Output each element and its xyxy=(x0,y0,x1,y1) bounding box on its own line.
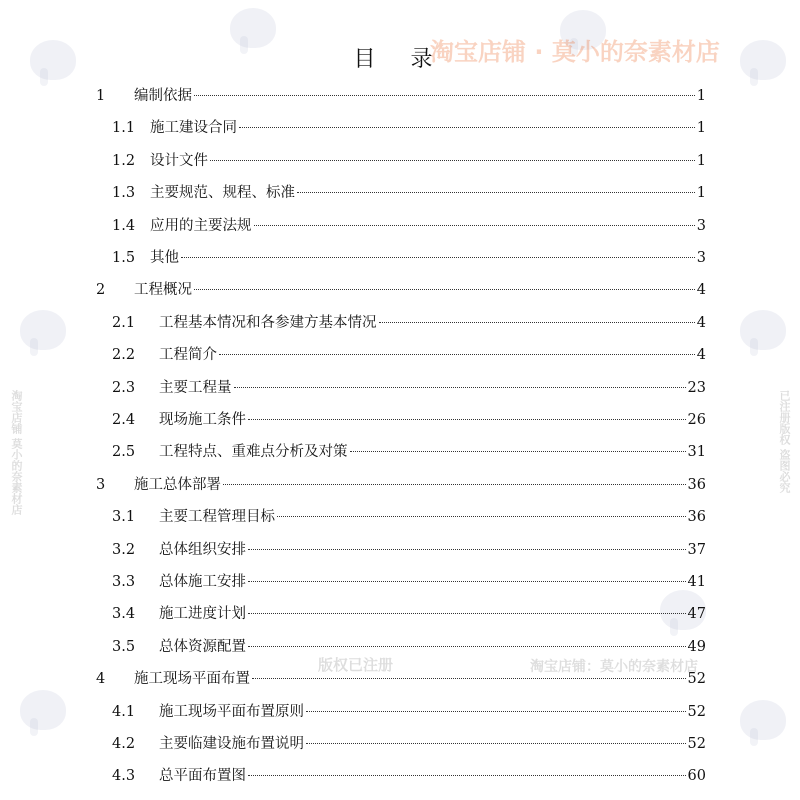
toc-entry[interactable] xyxy=(112,343,706,365)
toc-entry-title: 施工总体部署 xyxy=(134,476,221,493)
toc-entry[interactable] xyxy=(112,505,706,527)
toc-leader-dots xyxy=(306,743,686,744)
elephant-watermark-icon xyxy=(20,310,66,350)
toc-entry-page: 47 xyxy=(687,606,706,623)
toc-leader-dots xyxy=(223,484,686,485)
toc-leader-dots xyxy=(277,516,686,517)
toc-entry-title: 工程简介 xyxy=(159,347,217,364)
toc-entry[interactable] xyxy=(112,311,706,333)
toc-entry-page: 4 xyxy=(696,347,706,364)
toc-entry-number: 3.1 xyxy=(112,509,136,526)
toc-leader-dots xyxy=(239,127,695,128)
toc-leader-dots xyxy=(248,419,686,420)
toc-entry-number: 1.1 xyxy=(112,120,136,137)
toc-entry[interactable] xyxy=(96,473,706,495)
toc-entry-page: 52 xyxy=(687,671,706,688)
toc-entry-number: 3.4 xyxy=(112,606,136,623)
toc-entry-number: 2.2 xyxy=(112,347,136,364)
toc-title: 目 录 xyxy=(353,47,447,72)
toc-entry-title: 总体施工安排 xyxy=(159,574,246,590)
toc-entry-number: 2.4 xyxy=(112,412,136,428)
toc-entry-page: 4 xyxy=(696,282,706,299)
toc-entry[interactable] xyxy=(112,408,706,430)
toc-leader-dots xyxy=(194,289,695,290)
toc-leader-dots xyxy=(194,95,695,96)
toc-entry-page: 41 xyxy=(687,574,706,590)
toc-entry-page: 52 xyxy=(687,736,706,752)
toc-entry[interactable] xyxy=(112,764,706,786)
toc-entry[interactable] xyxy=(96,84,706,106)
toc-entry-number: 2.3 xyxy=(112,379,136,396)
toc-entry-number: 1.3 xyxy=(112,185,136,202)
right-vertical-watermark: 已注册版权 盗图必究 xyxy=(778,390,791,493)
toc-entry-page: 3 xyxy=(696,217,706,234)
toc-leader-dots xyxy=(210,160,695,161)
toc-entry-number: 3.3 xyxy=(112,574,136,590)
toc-entry-title: 设计文件 xyxy=(150,152,208,169)
toc-entry-page: 60 xyxy=(687,768,706,785)
toc-entry-title: 主要规范、规程、标准 xyxy=(150,185,295,202)
elephant-watermark-icon xyxy=(740,700,786,740)
toc-leader-dots xyxy=(181,257,695,258)
toc-entry[interactable] xyxy=(112,635,706,657)
toc-entry-page: 1 xyxy=(696,185,706,202)
toc-entry-page: 3 xyxy=(696,250,706,266)
toc-entry-page: 1 xyxy=(696,120,706,137)
elephant-watermark-icon xyxy=(20,690,66,730)
toc-entry-title: 施工现场平面布置原则 xyxy=(159,703,304,720)
toc-entry[interactable] xyxy=(112,538,706,560)
toc-entry[interactable] xyxy=(112,732,706,754)
toc-entry-number: 1.4 xyxy=(112,217,136,234)
toc-entry-number: 3 xyxy=(96,476,106,493)
toc-entry-title: 主要临建设施布置说明 xyxy=(159,736,304,752)
toc-entry-number: 2.5 xyxy=(112,444,136,461)
toc-entry[interactable] xyxy=(96,278,706,300)
toc-leader-dots xyxy=(219,354,695,355)
shop-watermark: 淘宝店铺 · 莫小的奈素材店 xyxy=(430,38,720,66)
toc-entry[interactable] xyxy=(112,246,706,268)
toc-entry-page: 52 xyxy=(687,703,706,720)
toc-leader-dots xyxy=(350,451,686,452)
toc-entry-page: 36 xyxy=(687,476,706,493)
toc-leader-dots xyxy=(306,711,686,712)
toc-entry-title: 总平面布置图 xyxy=(159,768,246,785)
toc-entry-title: 其他 xyxy=(150,250,179,266)
copyright-watermark: 版权已注册 xyxy=(318,656,394,674)
toc-entry-page: 4 xyxy=(696,314,706,331)
toc-entry-number: 1.5 xyxy=(112,250,136,266)
toc-entry-title: 编制依据 xyxy=(134,88,192,104)
toc-entry[interactable] xyxy=(96,667,706,689)
toc-entry[interactable] xyxy=(112,116,706,138)
toc-entry-title: 总体资源配置 xyxy=(159,638,246,655)
toc-leader-dots xyxy=(248,775,686,776)
toc-leader-dots xyxy=(248,613,686,614)
toc-entry-title: 主要工程量 xyxy=(159,379,232,396)
toc-leader-dots xyxy=(254,225,695,226)
toc-entry-number: 4.3 xyxy=(112,768,136,785)
toc-leader-dots xyxy=(252,678,686,679)
toc-entry-number: 3.2 xyxy=(112,541,136,558)
toc-leader-dots xyxy=(248,646,686,647)
toc-entry-number: 4.2 xyxy=(112,736,136,752)
toc-entry-page: 1 xyxy=(696,88,706,104)
elephant-watermark-icon xyxy=(740,310,786,350)
toc-entry-title: 现场施工条件 xyxy=(159,412,246,428)
toc-entry-title: 应用的主要法规 xyxy=(150,217,252,234)
toc-entry[interactable] xyxy=(112,700,706,722)
toc-entry-number: 3.5 xyxy=(112,638,136,655)
toc-leader-dots xyxy=(297,192,695,193)
toc-entry-title: 工程概况 xyxy=(134,282,192,299)
toc-entry-number: 2.1 xyxy=(112,314,136,331)
toc-leader-dots xyxy=(248,549,686,550)
toc-entry-title: 主要工程管理目标 xyxy=(159,509,275,526)
toc-entry[interactable] xyxy=(112,376,706,398)
shop-watermark-bottom: 淘宝店铺：莫小的奈素材店 xyxy=(530,659,698,675)
toc-entry[interactable] xyxy=(112,149,706,171)
toc-entry-page: 31 xyxy=(687,444,706,461)
toc-entry-title: 总体组织安排 xyxy=(159,541,246,558)
toc-entry-page: 37 xyxy=(687,541,706,558)
toc-entry-page: 26 xyxy=(687,412,706,428)
toc-leader-dots xyxy=(234,387,686,388)
toc-entry-number: 4 xyxy=(96,671,106,688)
toc-leader-dots xyxy=(379,322,695,323)
toc-entry-page: 1 xyxy=(696,152,706,169)
toc-entry-page: 49 xyxy=(687,638,706,655)
toc-entry-title: 施工进度计划 xyxy=(159,606,246,623)
toc-entry-title: 工程基本情况和各参建方基本情况 xyxy=(159,314,377,331)
toc-entry-title: 施工现场平面布置 xyxy=(134,671,250,688)
toc-entry-page: 36 xyxy=(687,509,706,526)
toc-entry[interactable] xyxy=(112,181,706,203)
toc-entry-number: 4.1 xyxy=(112,703,136,720)
toc-entry-title: 施工建设合同 xyxy=(150,120,237,137)
toc-entry-title: 工程特点、重难点分析及对策 xyxy=(159,444,348,461)
toc-entry[interactable] xyxy=(112,602,706,624)
toc-entry[interactable] xyxy=(112,570,706,592)
toc-entry-page: 23 xyxy=(687,379,706,396)
toc-entry-number: 1.2 xyxy=(112,152,136,169)
toc-entry[interactable] xyxy=(112,440,706,462)
left-vertical-watermark: 淘宝店铺 莫小的奈素材店 xyxy=(10,390,23,515)
toc-entry[interactable] xyxy=(112,214,706,236)
toc-entry-number: 2 xyxy=(96,282,106,299)
toc-leader-dots xyxy=(248,581,686,582)
toc-entry-number: 1 xyxy=(96,88,106,104)
